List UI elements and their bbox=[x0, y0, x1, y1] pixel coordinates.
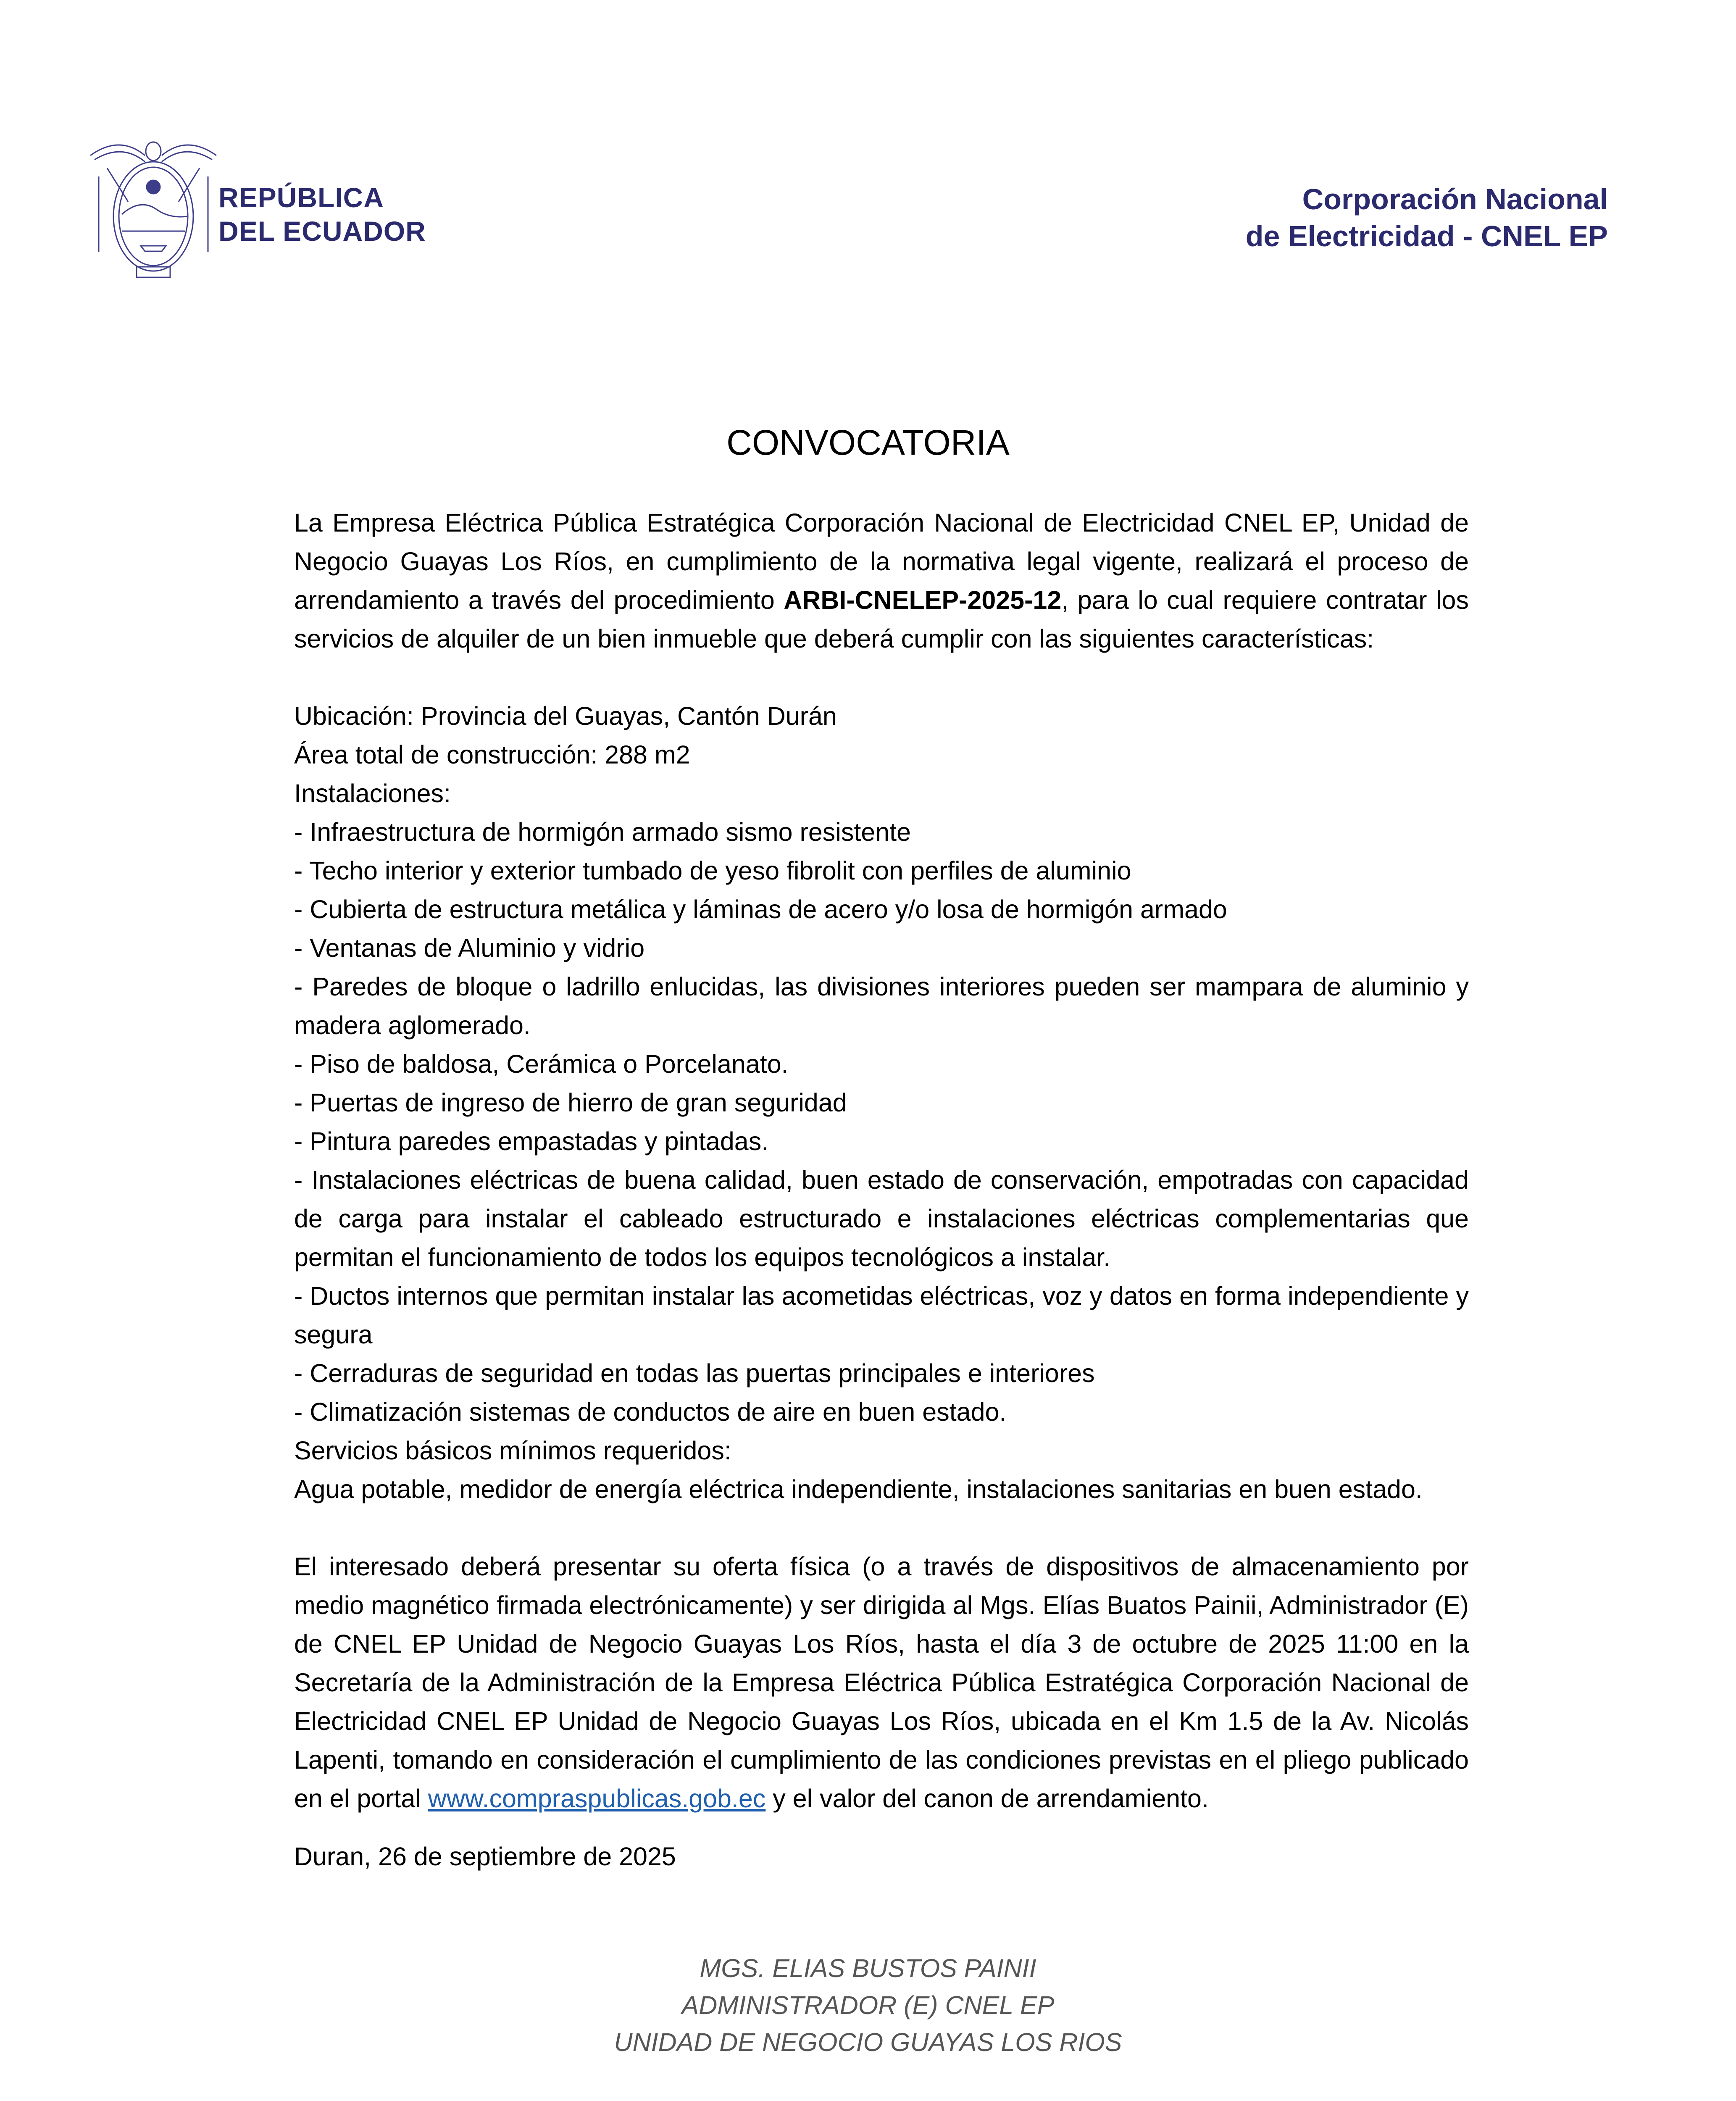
area-label: Área total de construcción: bbox=[294, 740, 598, 769]
signer-title: ADMINISTRADOR (E) CNEL EP bbox=[681, 1991, 1055, 2019]
oferta-text-end: y el valor del canon de arrendamiento. bbox=[765, 1784, 1209, 1813]
instalacion-item: - Techo interior y exterior tumbado de yeso fibrolit con perfiles de aluminio bbox=[294, 856, 1131, 885]
oferta-text: El interesado deberá presentar su oferta física (o a través de dispositivos de almacenamiento por medio magnético firmada electrónicamente) y ser dirigida al Mgs. Elías Buatos Painii, Administrador (E) de CNEL EP Unidad de Negocio Guayas Los Ríos, hasta el día 3 de octubre de 2025 11:00 en la Secretaría de la Administración de la Empresa Eléctrica Pública Estratégica Corporación Nacional de Electricidad CNEL EP Unidad de Negocio Guayas Los Ríos, ubicada en el Km 1.5 de la Av. Nicolás Lapenti, tomando en consideración el cumplimiento de las condiciones previstas en el pliego publicado en el portal bbox=[294, 1552, 1469, 1813]
servicios-label: Servicios básicos mínimos requeridos: bbox=[294, 1436, 731, 1465]
ubicacion-label: Ubicación: bbox=[294, 702, 414, 730]
instalacion-item: - Climatización sistemas de conductos de aire en buen estado. bbox=[294, 1398, 1007, 1426]
instalaciones-label: Instalaciones: bbox=[294, 779, 451, 808]
cnel-line2: de Electricidad - CNEL EP bbox=[1245, 220, 1608, 253]
procedure-code: ARBI-CNELEP-2025-12 bbox=[784, 586, 1062, 614]
ecuador-coat-of-arms-icon bbox=[82, 126, 225, 282]
instalacion-item: - Puertas de ingreso de hierro de gran seguridad bbox=[294, 1088, 847, 1117]
ubicacion-value: Provincia del Guayas, Cantón Durán bbox=[413, 702, 837, 730]
instalacion-item: - Ductos internos que permitan instalar las acometidas eléctricas, voz y datos en forma independiente y segura bbox=[294, 1282, 1469, 1349]
signer-unit: UNIDAD DE NEGOCIO GUAYAS LOS RIOS bbox=[614, 2028, 1122, 2056]
signature-block bbox=[0, 1950, 1736, 2061]
instalacion-item: - Paredes de bloque o ladrillo enlucidas, las divisiones interiores pueden ser mampara de aluminio y madera aglomerado. bbox=[294, 972, 1469, 1040]
intro-text-end: , para lo cual requiere contratar los servicios de alquiler de un bien inmueble que deberá cumplir con las siguientes características: bbox=[294, 586, 1469, 653]
republica-line2: DEL ECUADOR bbox=[218, 216, 426, 247]
instalacion-item: - Cerraduras de seguridad en todas las puertas principales e interiores bbox=[294, 1359, 1095, 1388]
document-body bbox=[294, 503, 1469, 1876]
cnel-line1: Corporación Nacional bbox=[1302, 183, 1608, 216]
republica-line1: REPÚBLICA bbox=[218, 182, 384, 213]
instalacion-item: - Cubierta de estructura metálica y láminas de acero y/o losa de hormigón armado bbox=[294, 895, 1227, 924]
instalacion-item: - Infraestructura de hormigón armado sismo resistente bbox=[294, 818, 911, 846]
intro-text: La Empresa Eléctrica Pública Estratégica Corporación Nacional de Electricidad CNEL EP, Unidad de Negocio Guayas Los Ríos, en cumplimiento de la normativa legal vigente, realizará el proceso de arrendamiento a través del procedimiento bbox=[294, 508, 1469, 614]
instalacion-item: - Instalaciones eléctricas de buena calidad, buen estado de conservación, empotradas con capacidad de carga para instalar el cableado estructurado e instalaciones eléctricas complementarias que permitan el funcionamiento de todos los equipos tecnológicos a instalar. bbox=[294, 1166, 1469, 1272]
cnel-logo-text bbox=[1246, 181, 1608, 255]
document-date: Duran, 26 de septiembre de 2025 bbox=[294, 1842, 676, 1871]
document-title: CONVOCATORIA bbox=[726, 423, 1010, 462]
intro-paragraph bbox=[294, 503, 1469, 658]
compraspublicas-link[interactable]: www.compraspublicas.gob.ec bbox=[428, 1784, 766, 1813]
area-value: 288 m2 bbox=[597, 740, 690, 769]
servicios-text: Agua potable, medidor de energía eléctrica independiente, instalaciones sanitarias en buen estado. bbox=[294, 1475, 1423, 1503]
republica-logo-text bbox=[218, 181, 426, 248]
instalacion-item: - Piso de baldosa, Cerámica o Porcelanato. bbox=[294, 1050, 789, 1078]
instalaciones-list bbox=[294, 813, 1469, 1431]
area-line bbox=[294, 735, 1469, 774]
ubicacion-line bbox=[294, 697, 1469, 735]
instalacion-item: - Ventanas de Aluminio y vidrio bbox=[294, 934, 645, 962]
oferta-paragraph bbox=[294, 1547, 1469, 1818]
instalacion-item: - Pintura paredes empastadas y pintadas. bbox=[294, 1127, 769, 1156]
signer-name: MGS. ELIAS BUSTOS PAINII bbox=[700, 1954, 1036, 1983]
